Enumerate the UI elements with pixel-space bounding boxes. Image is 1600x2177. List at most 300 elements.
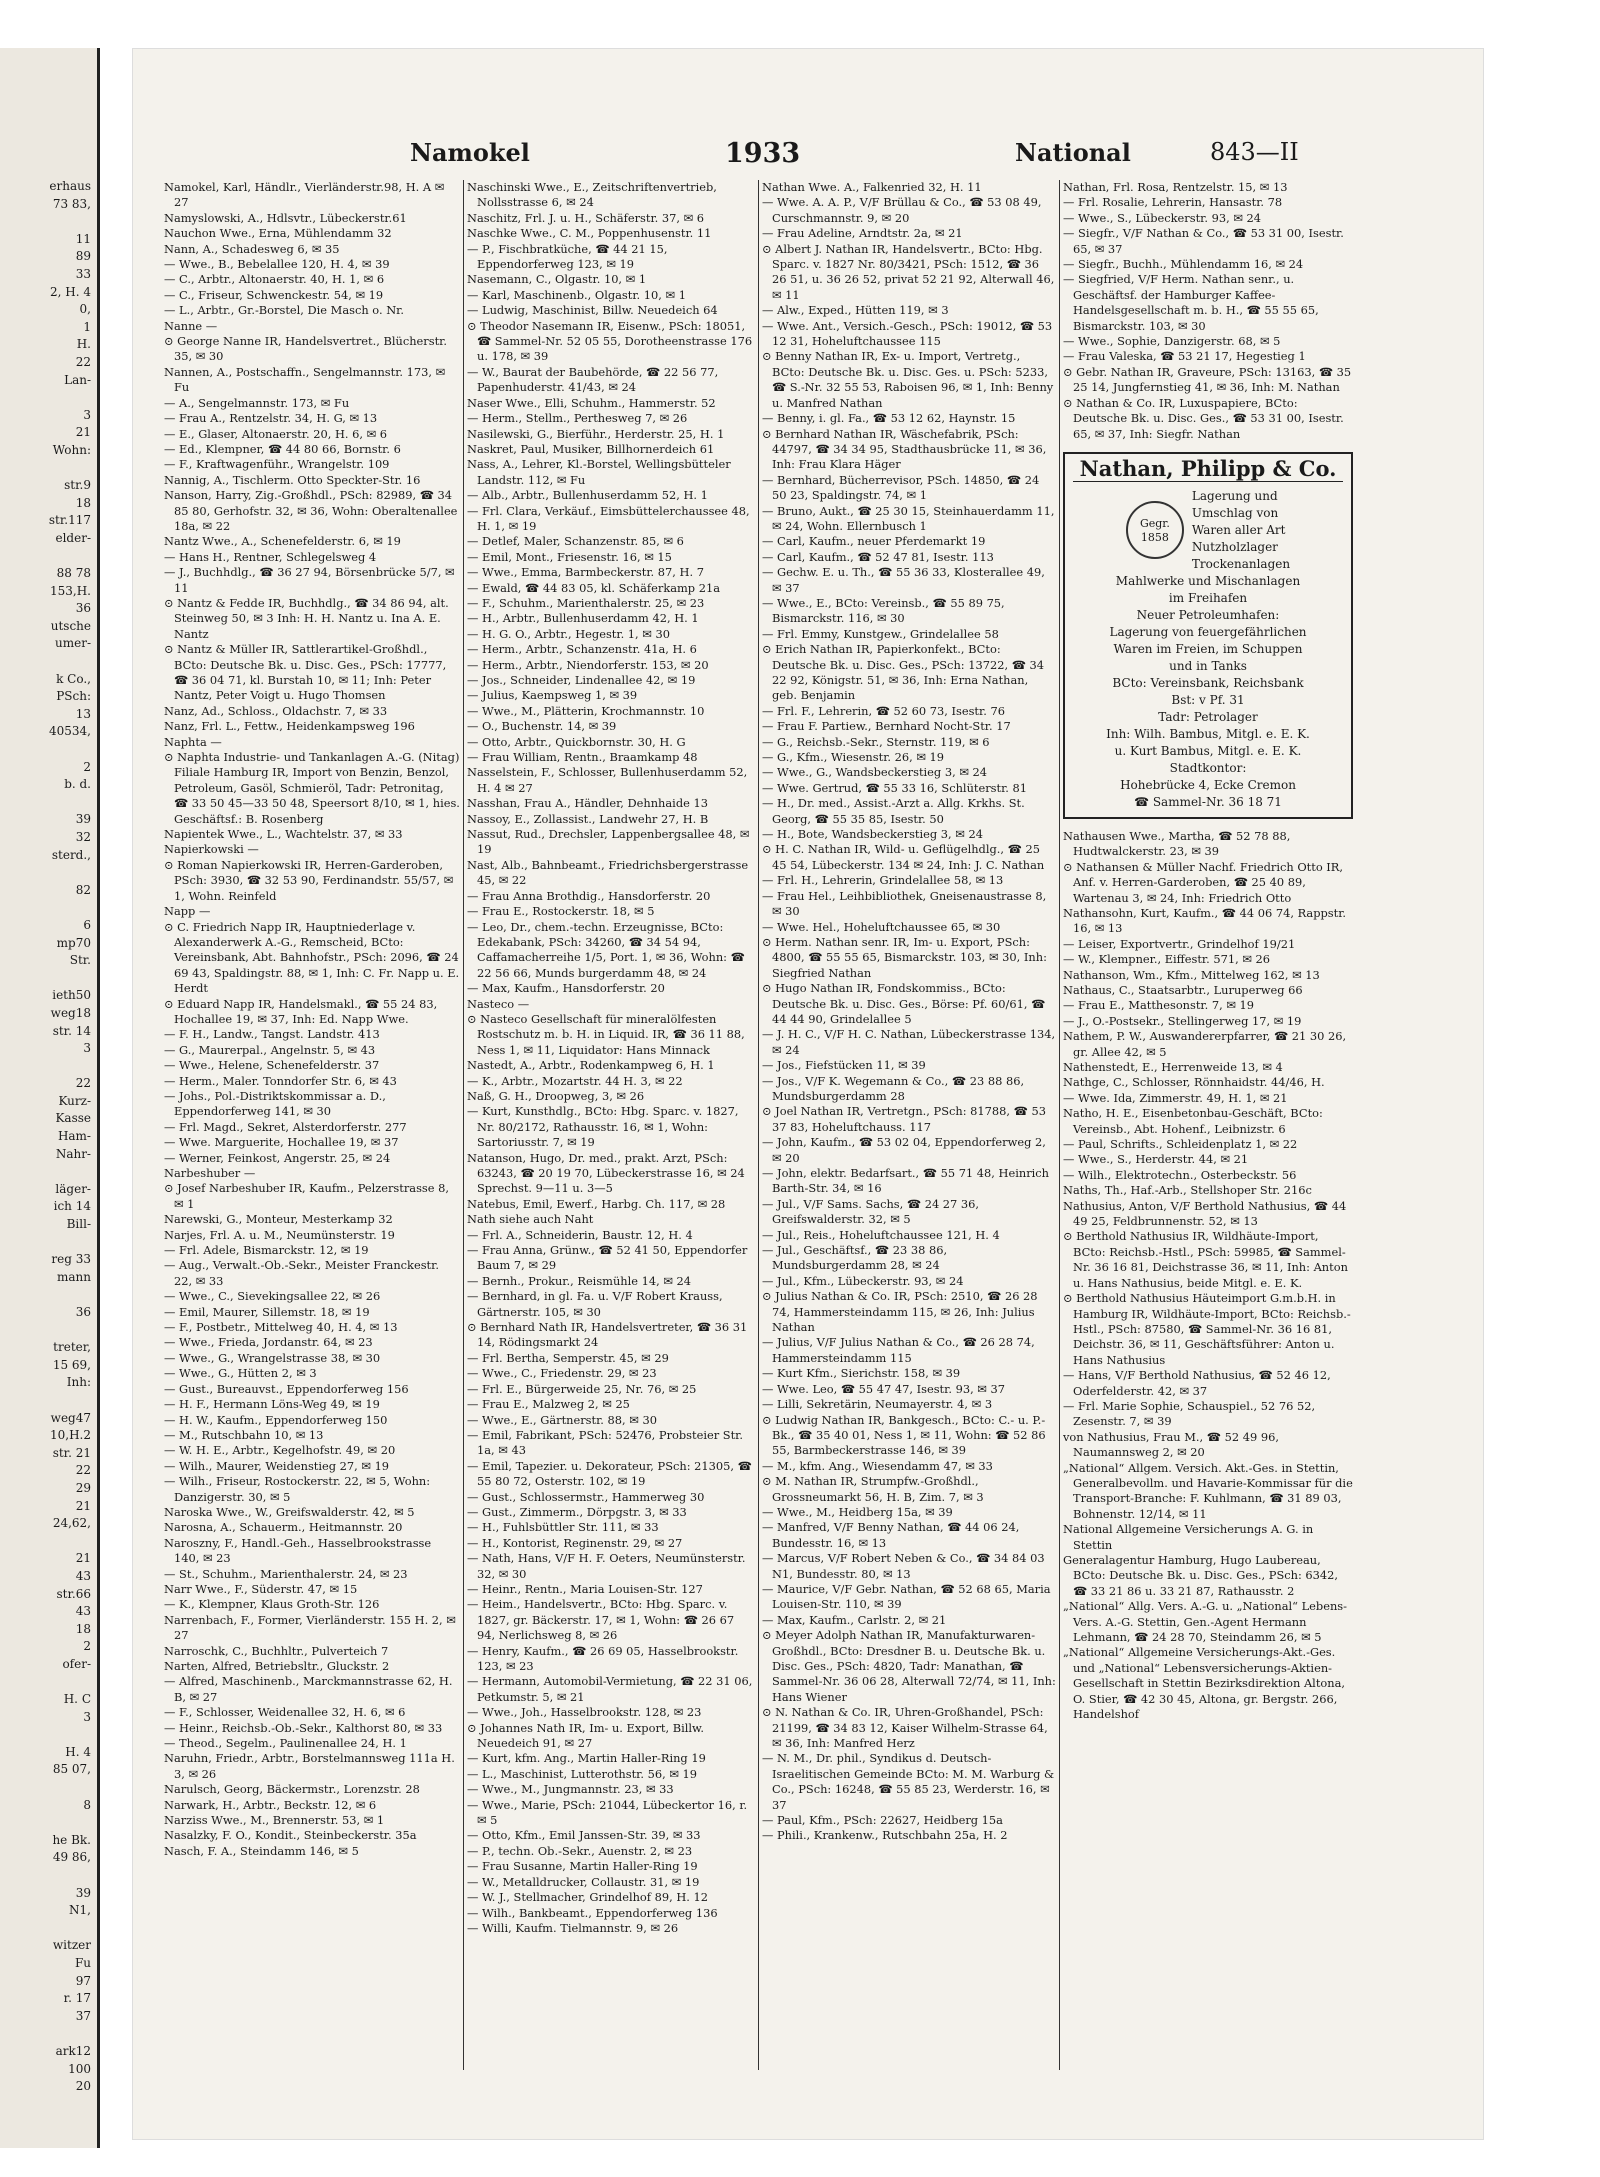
directory-entry: Nasemann, C., Olgastr. 10, ✉ 1: [467, 272, 647, 287]
directory-entry: — Ed., Klempner, ☎ 44 80 66, Bornstr. 6: [164, 441, 401, 456]
directory-entry: Nanz, Ad., Schloss., Oldachstr. 7, ✉ 33: [164, 703, 388, 718]
adjacent-page-fragment: str. 21: [52, 1445, 91, 1460]
adjacent-page-fragment: erhaus: [49, 179, 91, 193]
adjacent-page-fragment: 0,: [79, 302, 91, 317]
adjacent-page-fragment: mp70: [56, 935, 91, 950]
directory-entry: — Wwe., S., Herderstr. 44, ✉ 21: [1063, 1152, 1249, 1167]
directory-entry: — P., Fischbratküche, ☎ 44 21 15, Eppendorferweg 123, ✉ 19: [467, 241, 668, 272]
advertisement-box: [1063, 452, 1353, 819]
directory-entry: — Wilh., Elektrotechn., Osterbeckstr. 56: [1063, 1167, 1297, 1182]
directory-entry: — Julius, V/F Julius Nathan & Co., ☎ 26 28 74, Hammersteindamm 115: [762, 1335, 1035, 1365]
directory-entry: — G., Reichsb.-Sekr., Sternstr. 119, ✉ 6: [762, 734, 990, 749]
directory-entry: — Lilli, Sekretärin, Neumayerstr. 4, ✉ 3: [762, 1397, 993, 1412]
directory-entry: von Nathusius, Frau M., ☎ 52 49 96, Naumannsweg 2, ✉ 20: [1063, 1429, 1279, 1460]
adjacent-page-fragment: [0, 1673, 91, 1691]
directory-entry: — Wwe., M., Jungmannstr. 23, ✉ 33: [467, 1782, 674, 1797]
ad-line: Waren im Freien, im Schuppen: [1113, 641, 1303, 656]
ad-line: Neuer Petroleumhafen:: [1136, 607, 1280, 622]
directory-entry: — Frl. Magd., Sekret, Alsterdorferstr. 277: [164, 1119, 407, 1134]
adjacent-page-fragment: 24,62,: [52, 1516, 91, 1531]
directory-entry: Generalagentur Hamburg, Hugo Laubereau, BCto: Deutsche Bk. u. Disc. Ges., PSch: 6342, ☎ 33 21 86 u. 33 21 87, Rathausstr. 2: [1063, 1553, 1339, 1598]
header-page-number: 843—II: [1210, 138, 1299, 166]
ad-line: Bst: v Pf. 31: [1171, 692, 1245, 707]
directory-entry: — A., Sengelmannstr. 173, ✉ Fu: [164, 395, 350, 410]
directory-entry: Narulsch, Georg, Bäckermstr., Lorenzstr. 28: [164, 1782, 420, 1797]
directory-entry: — Wwe., S., Lübeckerstr. 93, ✉ 24: [1063, 210, 1261, 225]
directory-entry: — Frau William, Rentn., Braamkamp 48: [467, 750, 698, 765]
directory-entry: ⊙ Nathan & Co. IR, Luxuspapiere, BCto: Deutsche Bk. u. Disc. Ges., ☎ 53 31 00, Isestr. 65, ✉ 37, Inh: Siegfr. Nathan: [1063, 395, 1344, 441]
adjacent-page-fragment: ieth50: [52, 988, 91, 1003]
adjacent-page-fragment: str.117: [48, 513, 91, 528]
directory-entry: Naphta —: [164, 734, 222, 749]
adjacent-page-fragment: [0, 1392, 91, 1410]
directory-entry: — Frau Susanne, Martin Haller-Ring 19: [467, 1859, 698, 1874]
adjacent-page-fragment: mann: [57, 1269, 91, 1284]
directory-entry: Narosna, A., Schauerm., Heitmannstr. 20: [164, 1520, 403, 1535]
adjacent-page-fragment: 15 69,: [52, 1357, 91, 1372]
directory-entry: — Herm., Arbtr., Niendorferstr. 153, ✉ 20: [467, 657, 709, 672]
ad-line: Hohebrücke 4, Ecke Cremon: [1120, 777, 1296, 792]
directory-entry: Nassoy, E., Zollassist., Landwehr 27, H. B: [467, 811, 709, 826]
adjacent-page-fragment: [0, 1058, 91, 1076]
adjacent-page-fragment: Lan-: [64, 372, 91, 387]
directory-entry: ⊙ Eduard Napp IR, Handelsmakl., ☎ 55 24 83, Hochallee 19, ✉ 37, Inh: Ed. Napp Wwe.: [164, 996, 438, 1026]
directory-entry: — F., Postbetr., Mittelweg 40, H. 4, ✉ 13: [164, 1320, 398, 1335]
directory-entry: — Frau E., Matthesonstr. 7, ✉ 19: [1063, 998, 1255, 1013]
directory-entry: — Alb., Arbtr., Bullenhuserdamm 52, H. 1: [467, 488, 708, 503]
directory-entry: — Wwe., Frieda, Jordanstr. 64, ✉ 23: [164, 1335, 373, 1350]
directory-entry: — Benny, i. gl. Fa., ☎ 53 12 62, Haynstr. 15: [762, 411, 1016, 426]
directory-entry: Nath siehe auch Naht: [467, 1212, 594, 1227]
adjacent-page-fragment: [0, 1234, 91, 1252]
adjacent-page-fragment: 2: [83, 759, 91, 774]
directory-entry: Narjes, Frl. A. u. M., Neumünsterstr. 19: [164, 1227, 395, 1242]
directory-entry: — Emil, Maurer, Sillemstr. 18, ✉ 19: [164, 1304, 370, 1319]
directory-entry: — Heim., Handelsvertr., BCto: Hbg. Sparc. v. 1827, gr. Bäckerstr. 17, ✉ 1, Wohn: ☎ 26 67 94, Nerlichsweg 8, ✉ 26: [467, 1597, 735, 1643]
directory-entry: ⊙ Naphta Industrie- und Tankanlagen A.-G. (Nitag) Filiale Hamburg IR, Import von Benzin, Benzol, Petroleum, Gasöl, Schmieröl, Tadr: Petronitag, ☎ 33 50 45—33 50 48, Speersort 8/10, ✉ 1, hies. Geschäftsf.: B. Rosenberg: [164, 750, 460, 826]
ad-services: [1192, 488, 1290, 573]
directory-entry: — Bernh., Prokur., Reismühle 14, ✉ 24: [467, 1273, 692, 1288]
directory-entry: — Heinr., Rentn., Maria Louisen-Str. 127: [467, 1581, 703, 1596]
adjacent-page-fragment: weg47: [50, 1410, 91, 1425]
column-divider: [1059, 180, 1060, 2070]
directory-entry: Nathan, Frl. Rosa, Rentzelstr. 15, ✉ 13: [1063, 180, 1288, 194]
adjacent-page-fragment: [0, 794, 91, 812]
directory-entry: — H., Fuhlsbüttler Str. 111, ✉ 33: [467, 1520, 659, 1535]
directory-entry: ⊙ Albert J. Nathan IR, Handelsvertr., BCto: Hbg. Sparc. v. 1827 Nr. 80/3421, PSch: 1512, ☎ 36 26 51, u. 36 26 52, privat 52 21 92, Alterwall 46, ✉ 11: [762, 241, 1055, 302]
directory-entry: Nasteco —: [467, 996, 530, 1011]
directory-entry: Narr Wwe., F., Süderstr. 47, ✉ 15: [164, 1581, 358, 1596]
adjacent-page-fragment: ofer-: [62, 1656, 91, 1671]
adjacent-page-fragment: 73 83,: [52, 196, 91, 211]
directory-entry: — Frl. E., Bürgerweide 25, Nr. 76, ✉ 25: [467, 1381, 697, 1396]
directory-entry: — H. F., Hermann Löns-Weg 49, ✉ 19: [164, 1397, 380, 1412]
directory-entry: — H. W., Kaufm., Eppendorferweg 150: [164, 1412, 388, 1427]
adjacent-page-fragment: 40534,: [49, 724, 91, 739]
directory-entry: — J. H. C., V/F H. C. Nathan, Lübeckerstrasse 134, ✉ 24: [762, 1027, 1056, 1057]
directory-entry: — Wwe., C., Sievekingsallee 22, ✉ 26: [164, 1289, 381, 1304]
directory-entry: ⊙ George Nanne IR, Handelsvertret., Blücherstr. 35, ✉ 30: [164, 334, 447, 364]
directory-entry: Nathusius, Anton, V/F Berthold Nathusius, ☎ 44 49 25, Feldbrunnenstr. 52, ✉ 13: [1063, 1198, 1347, 1229]
directory-entry: — St., Schuhm., Marienthalerstr. 24, ✉ 23: [164, 1566, 408, 1581]
directory-entry: — Wwe. Ant., Versich.-Gesch., PSch: 19012, ☎ 53 12 31, Hoheluftchaussee 115: [762, 318, 1053, 349]
directory-entry: — M., Rutschbahn 10, ✉ 13: [164, 1427, 324, 1442]
directory-entry: Narten, Alfred, Betriebsltr., Gluckstr. 2: [164, 1659, 390, 1673]
seal-year: 1858: [1140, 531, 1169, 545]
adjacent-page-fragment: [0, 460, 91, 478]
adjacent-page-fragment: 33: [75, 266, 91, 281]
directory-column-3: [762, 180, 1056, 2070]
directory-entry: — Frau E., Malzweg 2, ✉ 25: [467, 1397, 630, 1412]
directory-entry: ⊙ Johannes Nath IR, Im- u. Export, Billw. Neuedeich 91, ✉ 27: [467, 1720, 705, 1751]
directory-entry: „National“ Allgem. Versich. Akt.-Ges. in Stettin, Generalbevollm. und Havarie-Kommissar für die Transport-Branche: F. Kuhlmann, ☎ 31 89 03, Bohnenstr. 12/14, ✉ 11: [1063, 1460, 1353, 1521]
directory-entry: Nathem, P. W., Auswandererpfarrer, ☎ 21 30 26, gr. Allee 42, ✉ 5: [1063, 1029, 1347, 1059]
adjacent-page-strip: [0, 48, 100, 2148]
adjacent-page-fragment: reg 33: [51, 1252, 91, 1267]
directory-entry: Naschinski Wwe., E., Zeitschriftenvertrieb, Nollsstrasse 6, ✉ 24: [467, 180, 717, 210]
directory-entry: Narwark, H., Arbtr., Beckstr. 12, ✉ 6: [164, 1797, 377, 1812]
directory-entry: — Emil, Tapezier. u. Dekorateur, PSch: 21305, ☎ 55 80 72, Osterstr. 102, ✉ 19: [467, 1458, 752, 1489]
adjacent-page-fragment: 18: [75, 1621, 91, 1636]
adjacent-page-fragment: str. 14: [52, 1023, 91, 1038]
directory-entry: — F., Schuhm., Marienthalerstr. 25, ✉ 23: [467, 595, 705, 610]
adjacent-page-fragment: läger-: [55, 1181, 91, 1196]
adjacent-page-fragment: [0, 1533, 91, 1551]
directory-entry: — Carl, Kaufm., ☎ 52 47 81, Isestr. 113: [762, 549, 994, 564]
adjacent-page-fragment: 36: [75, 601, 91, 616]
adjacent-page-fragment: [0, 899, 91, 917]
adjacent-page-fragment: k Co.,: [56, 671, 91, 686]
directory-entry: — John, elektr. Bedarfsart., ☎ 55 71 48, Heinrich Barth-Str. 34, ✉ 16: [762, 1166, 1049, 1196]
directory-entry: Naths, Th., Haf.-Arb., Stellshoper Str. 216c: [1063, 1183, 1312, 1198]
directory-entry: Natanson, Hugo, Dr. med., prakt. Arzt, PSch: 63243, ☎ 20 19 70, Lübeckerstrasse 16, ✉ 24 Sprechst. 9—11 u. 3—5: [467, 1150, 745, 1196]
adjacent-page-fragment: ark12: [55, 2043, 91, 2058]
directory-entry: — Wilh., Friseur, Rostockerstr. 22, ✉ 5, Wohn: Danzigerstr. 30, ✉ 5: [164, 1474, 431, 1504]
directory-entry: — Otto, Kfm., Emil Janssen-Str. 39, ✉ 33: [467, 1828, 701, 1843]
directory-entry: — Bernhard, in gl. Fa. u. V/F Robert Krauss, Gärtnerstr. 105, ✉ 30: [467, 1289, 723, 1319]
directory-entry: — Gust., Schlossermstr., Hammerweg 30: [467, 1489, 705, 1504]
directory-entry: — Jos., V/F K. Wegemann & Co., ☎ 23 88 86, Mundsburgerdamm 28: [762, 1073, 1025, 1103]
adjacent-page-fragment: Kurz-: [58, 1093, 91, 1108]
directory-entry: — Gust., Bureauvst., Eppendorferweg 156: [164, 1381, 409, 1396]
founded-seal: [1126, 501, 1184, 559]
directory-entry: — M., kfm. Ang., Wiesendamm 47, ✉ 33: [762, 1458, 993, 1473]
directory-entry: — Herm., Arbtr., Schanzenstr. 41a, H. 6: [467, 642, 697, 657]
adjacent-page-fragment: elder-: [55, 530, 91, 545]
directory-entry: — Frl. F., Lehrerin, ☎ 52 60 73, Isestr. 76: [762, 703, 1005, 718]
directory-entry: ⊙ Nantz & Müller IR, Sattlerartikel-Großhdl., BCto: Deutsche Bk. u. Disc. Ges., PSch: 17777, ☎ 36 04 71, kl. Burstah 10, ✉ 11; Inh: Peter Nantz, Peter Voigt u. Hugo Thomsen: [164, 642, 447, 703]
adjacent-page-fragment: 29: [75, 1480, 91, 1495]
directory-entry: ⊙ Nathansen & Müller Nachf. Friedrich Otto IR, Anf. v. Herren-Garderoben, ☎ 25 40 89, Wartenau 3, ✉ 24, Inh: Friedrich Otto: [1063, 859, 1343, 905]
directory-entry: Nathenstedt, E., Herrenweide 13, ✉ 4: [1063, 1060, 1283, 1074]
directory-entry: Narrenbach, F., Former, Vierländerstr. 155 H. 2, ✉ 27: [164, 1612, 456, 1643]
directory-entry: — Hermann, Automobil-Vermietung, ☎ 22 31 06, Petkumstr. 5, ✉ 21: [467, 1674, 753, 1704]
adjacent-page-fragment: 22: [75, 1076, 91, 1091]
directory-entry: — Frau A., Rentzelstr. 34, H. G, ✉ 13: [164, 411, 378, 426]
adjacent-page-fragment: 32: [75, 829, 91, 844]
directory-entry: Naroszny, F., Handl.-Geh., Hasselbrookstrasse 140, ✉ 23: [164, 1535, 432, 1566]
directory-entry: — Frau Valeska, ☎ 53 21 17, Hegestieg 1: [1063, 349, 1306, 364]
directory-entry: — C., Arbtr., Altonaerstr. 40, H. 1, ✉ 6: [164, 272, 385, 287]
directory-entry: — Frl. Clara, Verkäuf., Eimsbüttelerchaussee 48, H. 1, ✉ 19: [467, 503, 750, 533]
ad-line: ☎ Sammel-Nr. 36 18 71: [1134, 794, 1282, 809]
adjacent-page-fragment: [0, 970, 91, 988]
directory-entry: Nast, Alb., Bahnbeamt., Friedrichsbergerstrasse 45, ✉ 22: [467, 857, 749, 888]
directory-entry: — Wwe., G., Wrangelstrasse 38, ✉ 30: [164, 1350, 381, 1365]
directory-entry: — Wwe. Hel., Hoheluftchaussee 65, ✉ 30: [762, 919, 1001, 934]
ad-line: und in Tanks: [1169, 658, 1247, 673]
adjacent-page-fragment: 39: [75, 1885, 91, 1900]
directory-entry: — Wwe., C., Friedenstr. 29, ✉ 23: [467, 1366, 657, 1381]
adjacent-page-fragment: 3: [83, 1041, 91, 1056]
adjacent-page-fragment: 8: [83, 1797, 91, 1812]
adjacent-page-fragment: Kasse: [55, 1111, 91, 1126]
directory-entry: Nasch, F. A., Steindamm 146, ✉ 5: [164, 1843, 359, 1858]
ad-line: Stadtkontor:: [1169, 760, 1247, 775]
directory-entry: Naruhn, Friedr., Arbtr., Borstelmannsweg 111a H. 3, ✉ 26: [164, 1751, 455, 1781]
directory-entry: — Julius, Kaempsweg 1, ✉ 39: [467, 688, 638, 703]
directory-entry: ⊙ Benny Nathan IR, Ex- u. Import, Vertretg., BCto: Deutsche Bk. u. Disc. Ges. u. PSch: 5233, ☎ S.-Nr. 32 55 53, Raboisen 96, ✉ 1, Inh: Benny u. Manfred Nathan: [762, 349, 1054, 410]
adjacent-page-fragment: 22: [75, 1463, 91, 1478]
ad-service-line: Waren aller Art: [1191, 522, 1286, 537]
directory-entry: — Phili., Krankenw., Rutschbahn 25a, H. 2: [762, 1828, 1008, 1843]
directory-entry: Namyslowski, A., Hdlsvtr., Lübeckerstr.61: [164, 210, 407, 225]
directory-entry: — F., Kraftwagenführ., Wrangelstr. 109: [164, 457, 390, 472]
directory-entry: — H., Bote, Wandsbeckerstieg 3, ✉ 24: [762, 827, 983, 842]
directory-entry: — F. H., Landw., Tangst. Landstr. 413: [164, 1027, 380, 1042]
adjacent-page-fragment: [0, 653, 91, 671]
directory-entry: — Herm., Stellm., Perthesweg 7, ✉ 26: [467, 411, 688, 426]
directory-entry: — Otto, Arbtr., Quickbornstr. 30, H. G: [467, 734, 686, 749]
directory-entry: — K., Klempner, Klaus Groth-Str. 126: [164, 1597, 380, 1612]
directory-entry: — W., Metalldrucker, Collaustr. 31, ✉ 19: [467, 1874, 700, 1889]
adjacent-page-fragment: 22: [75, 354, 91, 369]
ad-line: u. Kurt Bambus, Mitgl. e. E. K.: [1114, 743, 1302, 758]
directory-entry: ⊙ Meyer Adolph Nathan IR, Manufakturwaren-Großhdl., BCto: Dresdner B. u. Deutsche Bk. u. Disc. Ges., PSch: 4820, Tadr: Manathan, ☎ Sammel-Nr. 36 06 28, Alterwall 72/74, ✉ 11, Inh: Hans Wiener: [762, 1628, 1056, 1704]
adjacent-page-fragment: 2, H. 4: [50, 284, 91, 299]
ad-line: Mahlwerke und Mischanlagen: [1115, 573, 1301, 588]
directory-entry: — Wwe. Leo, ☎ 55 47 47, Isestr. 93, ✉ 37: [762, 1381, 1005, 1396]
directory-entry: — Frau Anna, Grünw., ☎ 52 41 50, Eppendorfer Baum 7, ✉ 29: [467, 1243, 748, 1273]
directory-entry: — F., Schlosser, Weidenallee 32, H. 6, ✉ 6: [164, 1705, 406, 1720]
directory-entry: ⊙ Nantz & Fedde IR, Buchhdlg., ☎ 34 86 94, alt. Steinweg 50, ✉ 3 Inh: H. H. Nantz u. Ina A. E. Nantz: [164, 595, 449, 641]
directory-entry: — Jos., Schneider, Lindenallee 42, ✉ 19: [467, 673, 696, 687]
directory-entry: ⊙ C. Friedrich Napp IR, Hauptniederlage v. Alexanderwerk A.-G., Remscheid, BCto: Vereinsbank, Abt. Bahnhofstr., PSch: 2096, ☎ 24 69 43, Spaldingstr. 88, ✉ 1, Inh: C. Fr. Napp u. E. Herdt: [164, 919, 460, 996]
directory-column-1: [164, 180, 460, 2070]
page-header: [155, 138, 1335, 178]
directory-entry: Nannig, A., Tischlerm. Otto Speckter-Str. 16: [164, 472, 421, 487]
directory-entry: — Wwe., G., Wandsbeckerstieg 3, ✉ 24: [762, 765, 987, 780]
directory-entry: Napientek Wwe., L., Wachtelstr. 37, ✉ 33: [164, 827, 403, 842]
directory-entry: Nanz, Frl. L., Fettw., Heidenkampsweg 196: [164, 719, 415, 734]
directory-entry: — N. M., Dr. phil., Syndikus d. Deutsch-Israelitischen Gemeinde BCto: M. M. Warburg & Co., PSch: 16248, ☎ 55 85 23, Werderstr. 16, ✉ 37: [762, 1751, 1055, 1812]
directory-entry: Nathge, C., Schlosser, Rönnhaidstr. 44/46, H.: [1063, 1075, 1325, 1090]
adjacent-page-fragment: 89: [75, 249, 91, 264]
directory-entry: — Carl, Kaufm., neuer Pferdemarkt 19: [762, 534, 986, 549]
adjacent-page-fragment: [0, 213, 91, 231]
directory-entry: Naroska Wwe., W., Greifswalderstr. 42, ✉ 5: [164, 1504, 415, 1519]
ad-service-line: Lagerung und: [1191, 488, 1278, 503]
directory-entry: — W., Klempner., Eiffestr. 571, ✉ 26: [1063, 952, 1270, 967]
adjacent-page-fragment: 10,H.2: [50, 1428, 91, 1443]
directory-entry: — Frau Anna Brothdig., Hansdorferstr. 20: [467, 888, 711, 903]
adjacent-page-fragment: [0, 741, 91, 759]
directory-entry: Nantz Wwe., A., Schenefelderstr. 6, ✉ 19: [164, 534, 401, 549]
adjacent-page-fragment: 13: [75, 706, 91, 721]
directory-entry: ⊙ Josef Narbeshuber IR, Kaufm., Pelzerstrasse 8, ✉ 1: [164, 1181, 449, 1211]
ad-service-line: Trockenanlagen: [1191, 556, 1291, 571]
adjacent-page-fragment: 85 07,: [52, 1762, 91, 1777]
adjacent-page-fragment: [0, 1726, 91, 1744]
directory-entry: Nastedt, A., Arbtr., Rodenkampweg 6, H. 1: [467, 1058, 715, 1073]
directory-entry: Nathaus, C., Staatsarbtr., Luruperweg 66: [1063, 982, 1303, 997]
directory-entry: — J., O.-Postsekr., Stellingerweg 17, ✉ 19: [1063, 1013, 1302, 1028]
directory-entry: Napierkowski —: [164, 842, 259, 857]
directory-entry: Nann, A., Schadesweg 6, ✉ 35: [164, 241, 340, 256]
adjacent-page-fragment: [0, 1322, 91, 1340]
directory-entry: — Leo, Dr., chem.-techn. Erzeugnisse, BCto: Edekabank, PSch: 34260, ☎ 34 54 94, Caffamacherreihe 1/5, Port. 1, ✉ 36, Wohn: ☎ 22 56 66, Munds burgerdamm 48, ✉ 24: [467, 919, 745, 980]
adjacent-page-fragment: 21: [75, 1498, 91, 1513]
adjacent-page-fragment: b. d.: [64, 777, 91, 792]
directory-entry: — Kurt Kfm., Sierichstr. 158, ✉ 39: [762, 1366, 961, 1381]
directory-entry: — Leiser, Exportvertr., Grindelhof 19/21: [1063, 936, 1296, 951]
directory-entry: Narroschk, C., Buchhltr., Pulverteich 7: [164, 1643, 389, 1658]
directory-entry: — Wwe., B., Bebelallee 120, H. 4, ✉ 39: [164, 257, 390, 272]
adjacent-page-fragment: 43: [75, 1568, 91, 1583]
directory-entry: Nanne —: [164, 318, 218, 333]
directory-entry: — Jul., V/F Sams. Sachs, ☎ 24 27 36, Greifswalderstr. 32, ✉ 5: [762, 1196, 980, 1227]
directory-entry: National Allgemeine Versicherungs A. G. in Stettin: [1063, 1522, 1314, 1552]
adjacent-page-fragment: 21: [75, 1551, 91, 1566]
directory-entry: — Frl. Marie Sophie, Schauspiel., 52 76 52, Zesenstr. 7, ✉ 39: [1063, 1398, 1316, 1429]
adjacent-page-fragment: 11: [75, 231, 91, 246]
directory-entry: Nathausen Wwe., Martha, ☎ 52 78 88, Hudtwalckerstr. 23, ✉ 39: [1063, 828, 1291, 859]
directory-entry: — Alfred, Maschinenb., Marckmannstrasse 62, H. B, ✉ 27: [164, 1674, 453, 1704]
adjacent-page-fragment: 2: [83, 1639, 91, 1654]
header-last-entry: National: [1015, 138, 1131, 167]
directory-entry: — Wilh., Bankbeamt., Eppendorferweg 136: [467, 1905, 718, 1920]
directory-entry: Natho, H. E., Eisenbetonbau-Geschäft, BCto: Vereinsb., Abt. Hohenf., Leibnizstr. 6: [1063, 1106, 1323, 1136]
directory-entry: — Wwe. Gertrud, ☎ 55 33 16, Schlüterstr. 81: [762, 780, 1028, 795]
adjacent-page-fragment: [0, 547, 91, 565]
adjacent-page-fragment: 153,H.: [50, 583, 91, 598]
directory-entry: — Werner, Feinkost, Angerstr. 25, ✉ 24: [164, 1150, 391, 1165]
directory-entry: Narziss Wwe., M., Brennerstr. 53, ✉ 1: [164, 1813, 385, 1828]
adjacent-page-fragment: [0, 1814, 91, 1832]
directory-entry: — Wwe. A. A. P., V/F Brüllau & Co., ☎ 53 08 49, Curschmannstr. 9, ✉ 20: [762, 195, 1042, 225]
directory-entry: — Emil, Mont., Friesenstr. 16, ✉ 15: [467, 549, 672, 564]
directory-entry: — Paul, Kfm., PSch: 22627, Heidberg 15a: [762, 1813, 1003, 1828]
directory-entry: — Karl, Maschinenb., Olgastr. 10, ✉ 1: [467, 287, 686, 302]
adjacent-page-fragment: 43: [75, 1604, 91, 1619]
directory-entry: ⊙ Erich Nathan IR, Papierkonfekt., BCto: Deutsche Bk. u. Disc. Ges., PSch: 13722, ☎ 34 22 92, Königstr. 51, ✉ 36, Inh: Erna Nathan, geb. Benjamin: [762, 642, 1045, 703]
adjacent-page-fragment: 49 86,: [52, 1850, 91, 1865]
directory-entry: — Jos., Fiefstücken 11, ✉ 39: [762, 1058, 926, 1073]
adjacent-page-fragment: he Bk.: [52, 1832, 91, 1847]
directory-entry: — O., Buchenstr. 14, ✉ 39: [467, 719, 617, 734]
directory-entry: — H. G. O., Arbtr., Hegestr. 1, ✉ 30: [467, 626, 670, 641]
adjacent-page-fragment: Ham-: [57, 1129, 91, 1144]
directory-entry: ⊙ Herm. Nathan senr. IR, Im- u. Export, PSch: 4800, ☎ 55 55 65, Bismarckstr. 103, ✉ 30, Inh: Siegfried Nathan: [762, 934, 1047, 980]
directory-entry: Namokel, Karl, Händlr., Vierländerstr.98, H. A ✉ 27: [164, 180, 445, 210]
directory-entry: — John, Kaufm., ☎ 53 02 04, Eppendorferweg 2, ✉ 20: [762, 1135, 1046, 1165]
directory-column-4: [1063, 180, 1353, 2070]
directory-entry: — Frl. A., Schneiderin, Baustr. 12, H. 4: [467, 1227, 693, 1242]
directory-entry: ⊙ H. C. Nathan IR, Wild- u. Geflügelhdlg., ☎ 25 45 54, Lübeckerstr. 134 ✉ 24, Inh: J. C. Nathan: [762, 842, 1045, 872]
adjacent-page-fragment: Nahr-: [55, 1146, 91, 1161]
directory-entry: — Hans H., Rentner, Schlegelsweg 4: [164, 549, 377, 564]
directory-entry: — Detlef, Maler, Schanzenstr. 85, ✉ 6: [467, 534, 684, 549]
ad-line: Inh: Wilh. Bambus, Mitgl. e. E. K.: [1106, 726, 1310, 741]
directory-entry: — Siegfr., V/F Nathan & Co., ☎ 53 31 00, Isestr. 65, ✉ 37: [1063, 226, 1344, 256]
directory-entry: ⊙ Ludwig Nathan IR, Bankgesch., BCto: C.- u. P.-Bk., ☎ 35 40 01, Ness 1, ✉ 11, Wohn: ☎ 52 86 55, Barmbeckerstrasse 146, ✉ 39: [762, 1412, 1046, 1458]
adjacent-page-fragment: [0, 2025, 91, 2043]
adjacent-page-fragment: str.66: [56, 1586, 91, 1601]
directory-entry: ⊙ Bernhard Nathan IR, Wäschefabrik, PSch: 44797, ☎ 34 34 95, Stadthausbrücke 11, ✉ 36, Inh: Frau Klara Häger: [762, 426, 1047, 472]
directory-entry: — Max, Kaufm., Carlstr. 2, ✉ 21: [762, 1612, 947, 1627]
directory-entry: Nasalzky, F. O., Kondit., Steinbeckerstr. 35a: [164, 1828, 417, 1843]
directory-entry: — G., Maurerpal., Angelnstr. 5, ✉ 43: [164, 1042, 376, 1057]
directory-entry: Narewski, G., Monteur, Mesterkamp 32: [164, 1212, 393, 1227]
directory-entry: — Siegfr., Buchh., Mühlendamm 16, ✉ 24: [1063, 257, 1304, 272]
directory-entry: — Wwe., Sophie, Danzigerstr. 68, ✉ 5: [1063, 334, 1281, 349]
directory-entry: — Paul, Schrifts., Schleidenplatz 1, ✉ 22: [1063, 1137, 1298, 1152]
directory-entry: ⊙ Bernhard Nath IR, Handelsvertreter, ☎ 36 31 14, Rödingsmarkt 24: [467, 1320, 748, 1350]
directory-entry: — G., Kfm., Wiesenstr. 26, ✉ 19: [762, 750, 945, 765]
directory-entry: — Bernhard, Bücherrevisor, PSch. 14850, ☎ 24 50 23, Spaldingstr. 74, ✉ 1: [762, 472, 1040, 503]
directory-entry: — Frau Adeline, Arndtstr. 2a, ✉ 21: [762, 226, 963, 241]
ad-details: [1073, 573, 1343, 811]
directory-entry: — C., Friseur, Schwenckestr. 54, ✉ 19: [164, 287, 384, 302]
directory-entry: — Wwe., Marie, PSch: 21044, Lübeckertor 16, r. ✉ 5: [467, 1797, 748, 1828]
directory-entry: — H., Arbtr., Bullenhuserdamm 42, H. 1: [467, 611, 699, 626]
ad-line: Lagerung von feuergefährlichen: [1109, 624, 1307, 639]
ad-line: Tadr: Petrolager: [1158, 709, 1258, 724]
directory-entry: — H., Kontorist, Reginenstr. 29, ✉ 27: [467, 1535, 683, 1550]
adjacent-page-fragment: PSch:: [56, 689, 91, 704]
directory-entry: — Ewald, ☎ 44 83 05, kl. Schäferkamp 21a: [467, 580, 721, 595]
directory-entry: „National“ Allg. Vers. A.-G. u. „National“ Lebens-Vers. A.-G. Stettin, Gen.-Agent Hermann Lehmann, ☎ 24 28 70, Steindamm 26, ✉ 5: [1063, 1599, 1347, 1645]
directory-entry: — Jul., Geschäftsf., ☎ 23 38 86, Mundsburgerdamm 28, ✉ 24: [762, 1243, 948, 1273]
directory-entry: ⊙ M. Nathan IR, Strumpfw.-Großhdl., Grossneumarkt 56, H. B, Zim. 7, ✉ 3: [762, 1474, 984, 1504]
directory-entry: „National“ Allgemeine Versicherungs-Akt.-Ges. und „National“ Lebensversicherungs-Aktien-Gesellschaft in Stettin Bezirksdirektion Altona, O. Stier, ☎ 42 30 45, Altona, gr. Bergstr. 266, Handelshof: [1063, 1645, 1346, 1722]
directory-entry: — Heinr., Reichsb.-Ob.-Sekr., Kalthorst 80, ✉ 33: [164, 1720, 443, 1735]
directory-entry: — E., Glaser, Altonaerstr. 20, H. 6, ✉ 6: [164, 426, 388, 441]
directory-entry: — L., Arbtr., Gr.-Borstel, Die Masch o. Nr.: [164, 303, 404, 318]
directory-entry: — H., Dr. med., Assist.-Arzt a. Allg. Krkhs. St. Georg, ☎ 55 35 85, Isestr. 50: [762, 796, 1025, 826]
adjacent-page-fragment: 18: [75, 495, 91, 510]
directory-entry: — W. H. E., Arbtr., Kegelhofstr. 49, ✉ 20: [164, 1443, 396, 1458]
directory-entry: — Ludwig, Maschinist, Billw. Neuedeich 64: [467, 303, 718, 318]
directory-entry: — Aug., Verwalt.-Ob.-Sekr., Meister Franckestr. 22, ✉ 33: [164, 1258, 439, 1288]
directory-entry: — Wwe. Marguerite, Hochallee 19, ✉ 37: [164, 1135, 399, 1150]
directory-entry: — Theod., Segelm., Paulinenallee 24, H. 1: [164, 1736, 407, 1751]
directory-entry: ⊙ Berthold Nathusius IR, Wildhäute-Import, BCto: Reichsb.-Hstl., PSch: 59985, ☎ Sammel-Nr. 36 16 81, Deichstrasse 36, ✉ 11, Inh: Anton u. Hans Nathusius, beide Mitgl. e. E. K.: [1063, 1229, 1348, 1290]
adjacent-page-fragment: 6: [83, 917, 91, 932]
adjacent-page-fragment: [0, 1286, 91, 1304]
adjacent-page-fragment: Fu: [74, 1955, 91, 1970]
directory-entry: Nass, A., Lehrer, Kl.-Borstel, Wellingsbütteler Landstr. 112, ✉ Fu: [467, 457, 731, 487]
adjacent-page-fragment: 3: [83, 407, 91, 422]
directory-entry: Nasshan, Frau A., Händler, Dehnhaide 13: [467, 796, 708, 811]
directory-entry: ⊙ Gebr. Nathan IR, Graveure, PSch: 13163, ☎ 35 25 14, Jungfernstieg 41, ✉ 36, Inh: M. Nathan: [1063, 364, 1352, 395]
directory-entry: Napp —: [164, 904, 211, 919]
ad-line: im Freihafen: [1168, 590, 1248, 605]
directory-entry: — K., Arbtr., Mozartstr. 44 H. 3, ✉ 22: [467, 1073, 683, 1088]
adjacent-page-fragment: witzer: [52, 1938, 91, 1953]
directory-entry: — Wwe., Emma, Barmbeckerstr. 87, H. 7: [467, 565, 704, 580]
directory-entry: Nassut, Rud., Drechsler, Lappenbergsallee 48, ✉ 19: [467, 827, 750, 857]
